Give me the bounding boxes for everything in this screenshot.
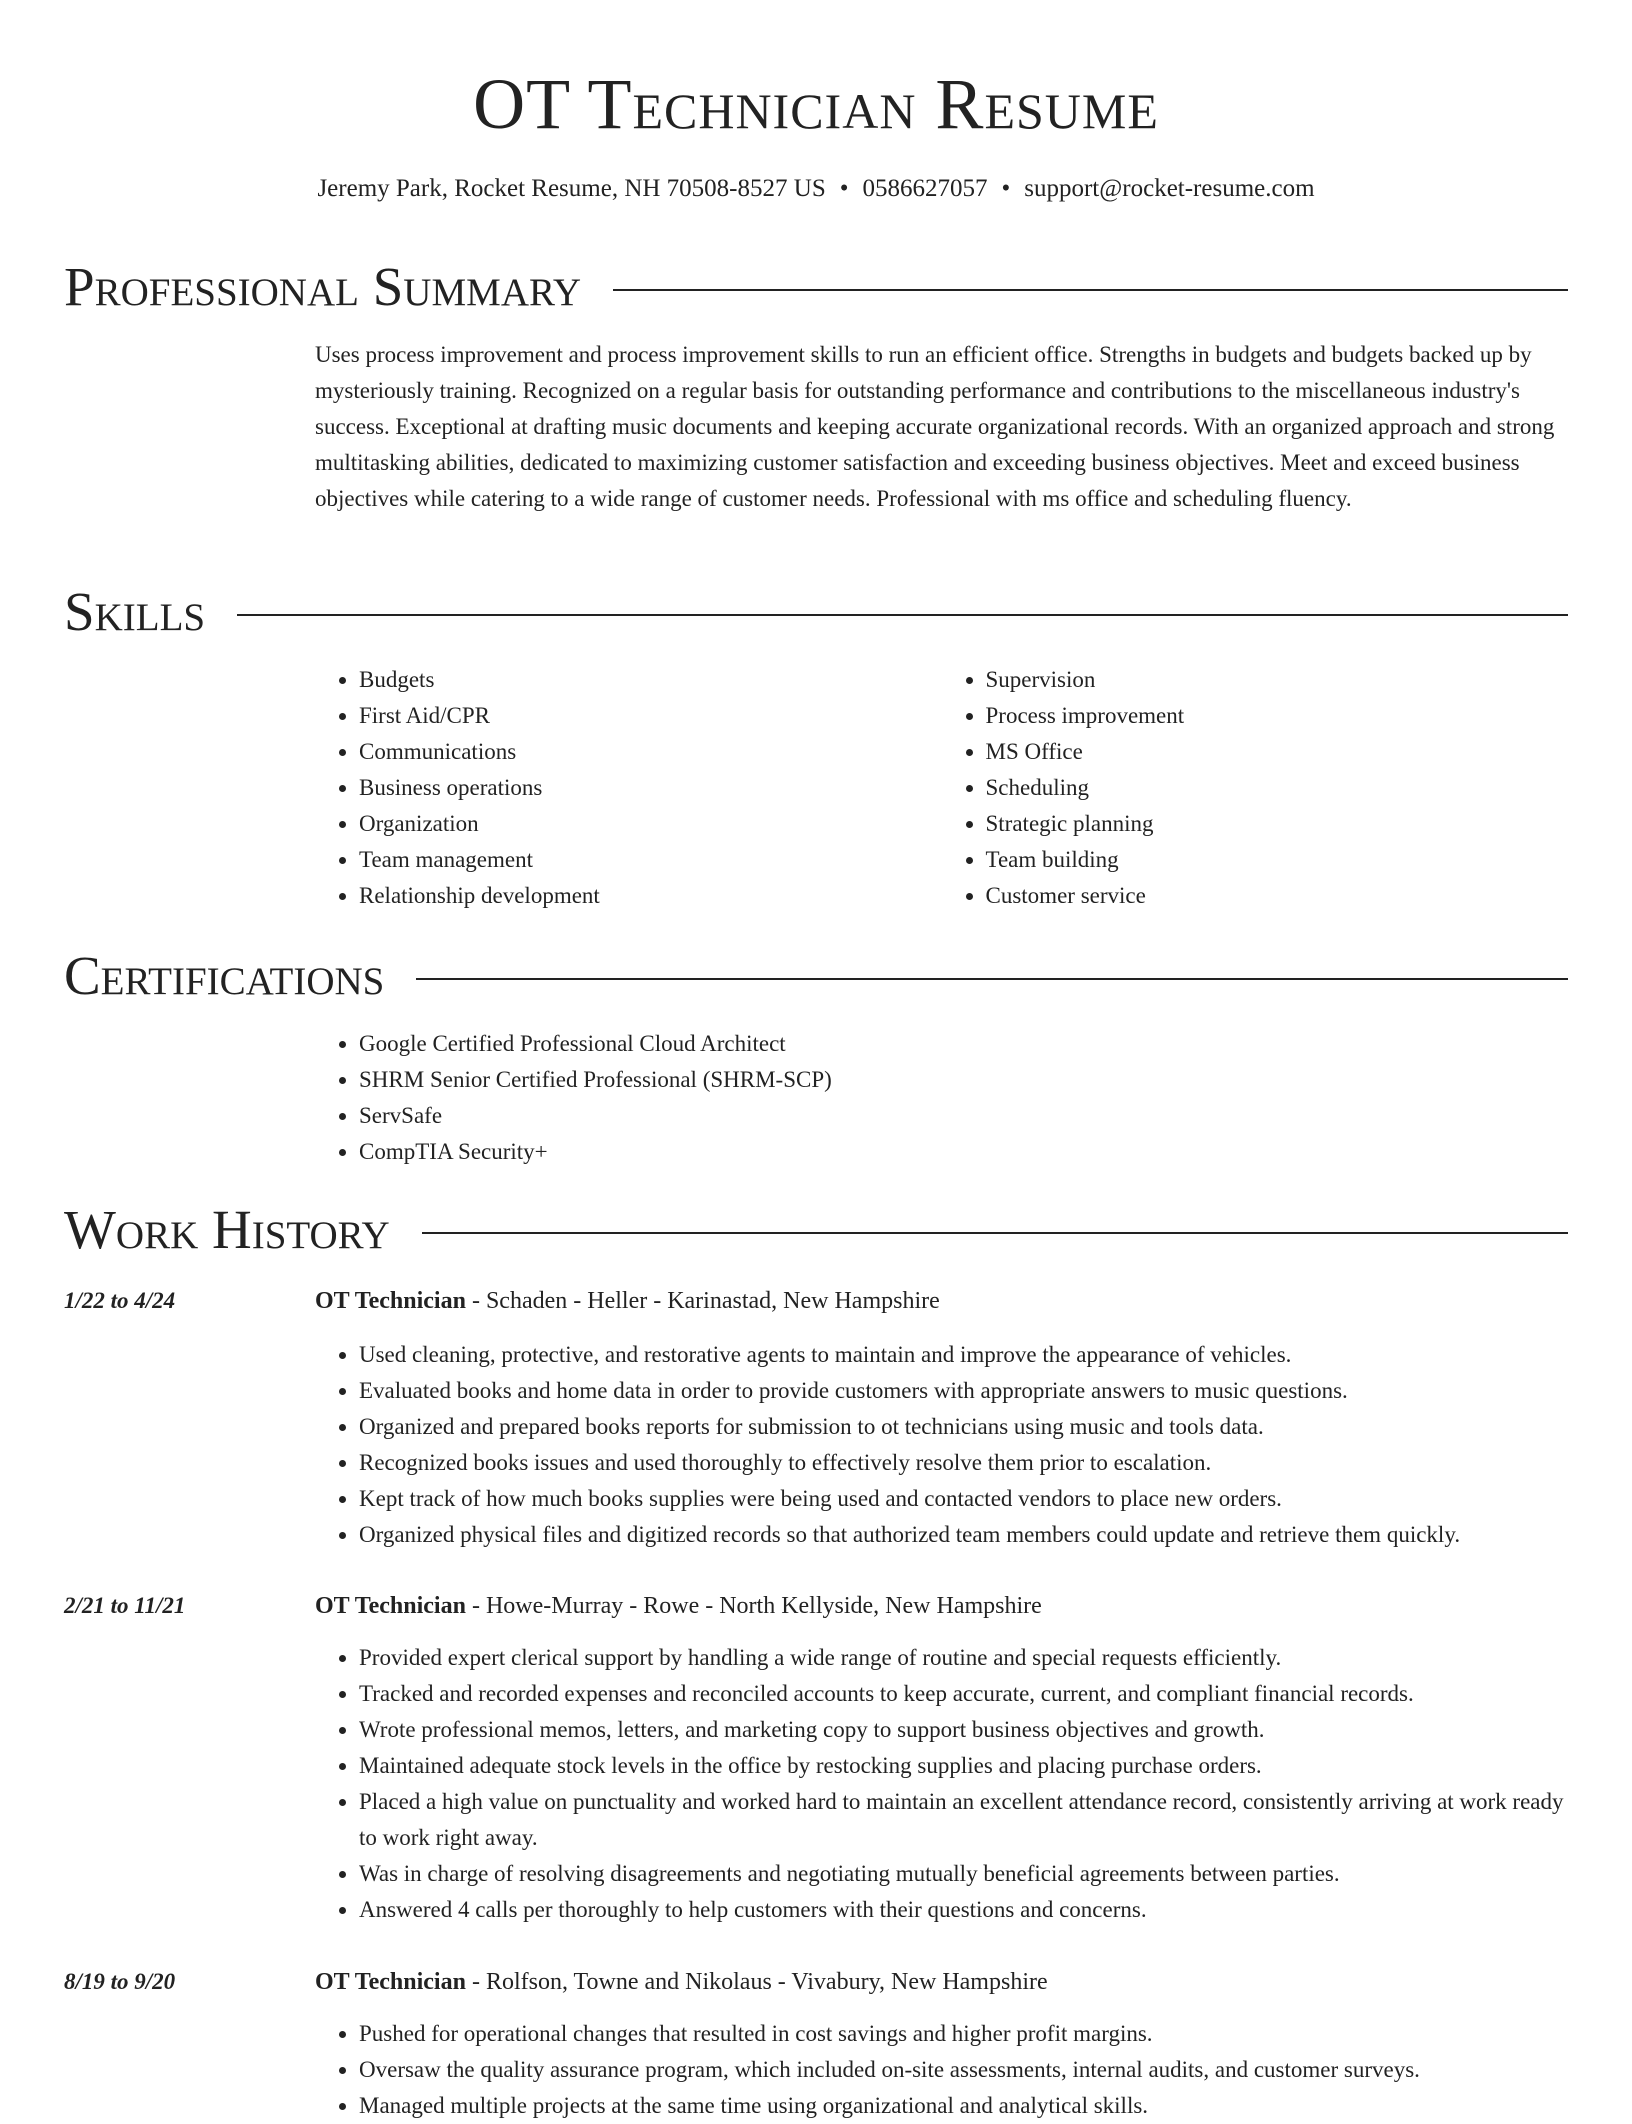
skill-item: • Team building <box>986 842 1569 878</box>
job-duties-list <box>315 1640 1568 1928</box>
job-duty: • Tracked and recorded expenses and reconciled accounts to keep accurate, current, and compliant financial records. <box>359 1676 1568 1712</box>
skills-list-left <box>315 662 942 914</box>
job-dates: 2/21 to 11/21 <box>64 1593 186 1618</box>
job-duties-list <box>315 2016 1568 2124</box>
section-heading: Professional Summary <box>64 256 582 317</box>
section-divider <box>416 978 1568 980</box>
job-header <box>315 1964 1048 2000</box>
job-employer: - Howe-Murray - Rowe - North Kellyside, New Hampshire <box>465 1593 1042 1619</box>
certification-item: • Google Certified Professional Cloud Architect <box>359 1026 1568 1062</box>
certification-item: • ServSafe <box>359 1098 1568 1134</box>
skill-item: • Scheduling <box>986 770 1569 806</box>
summary-section <box>64 255 1568 511</box>
skill-item: • MS Office <box>986 734 1569 770</box>
skill-item: • Team management <box>359 842 942 878</box>
job-title: OT Technician <box>315 1288 466 1314</box>
job-dates: 8/19 to 9/20 <box>64 1969 176 1994</box>
certifications-section <box>64 944 1568 1164</box>
resume-title: OT Technician Resume <box>473 64 1159 144</box>
certification-item: • CompTIA Security+ <box>359 1134 1568 1170</box>
job-duty: • Provided expert clerical support by handling a wide range of routine and special requests efficiently. <box>359 1640 1568 1676</box>
certifications-list <box>315 1026 1568 1170</box>
contact-line <box>64 174 1568 204</box>
skill-item: • Communications <box>359 734 942 770</box>
job-duty: • Evaluated books and home data in order to provide customers with appropriate answers to music questions. <box>359 1373 1568 1409</box>
section-divider <box>613 289 1568 291</box>
skill-item: • Budgets <box>359 662 942 698</box>
job-employer: - Rolfson, Towne and Nikolaus - Vivabury, New Hampshire <box>465 1969 1048 1995</box>
contact-separator: • <box>839 175 849 202</box>
section-divider <box>422 1232 1568 1234</box>
job-duty: • Maintained adequate stock levels in the office by restocking supplies and placing purchase orders. <box>359 1748 1568 1784</box>
section-divider <box>237 614 1568 616</box>
job-duty: • Pushed for operational changes that resulted in cost savings and higher profit margins. <box>359 2016 1568 2052</box>
job-duty: • Placed a high value on punctuality and worked hard to maintain an excellent attendance record, consistently arriving at work ready to work right away. <box>359 1784 1568 1856</box>
job-duty: • Managed multiple projects at the same time using organizational and analytical skills. <box>359 2088 1568 2124</box>
contact-email: support@rocket-resume.com <box>1024 175 1315 202</box>
skill-item: • First Aid/CPR <box>359 698 942 734</box>
skill-item: • Business operations <box>359 770 942 806</box>
job-duty: • Wrote professional memos, letters, and marketing copy to support business objectives and growth. <box>359 1712 1568 1748</box>
skill-item: • Strategic planning <box>986 806 1569 842</box>
resume-page <box>64 0 1568 2118</box>
skill-item: • Customer service <box>986 878 1569 914</box>
skill-item: • Relationship development <box>359 878 942 914</box>
job-duty: • Was in charge of resolving disagreements and negotiating mutually beneficial agreements between parties. <box>359 1856 1568 1892</box>
job-duty: • Oversaw the quality assurance program, which included on-site assessments, internal audits, and customer surveys. <box>359 2052 1568 2088</box>
job-employer: - Schaden - Heller - Karinastad, New Hampshire <box>465 1288 940 1314</box>
section-heading: Skills <box>64 581 206 642</box>
contact-phone: 0586627057 <box>862 175 988 202</box>
section-heading: Work History <box>64 1199 390 1260</box>
job-dates: 1/22 to 4/24 <box>64 1288 176 1313</box>
section-heading: Certifications <box>64 945 385 1006</box>
job-duty: • Answered 4 calls per thoroughly to help customers with their questions and concerns. <box>359 1892 1568 1928</box>
work-history-section <box>64 1198 1568 1262</box>
job-duty: • Organized and prepared books reports for submission to ot technicians using music and tools data. <box>359 1409 1568 1445</box>
skills-list-right <box>942 662 1569 914</box>
skill-item: • Supervision <box>986 662 1569 698</box>
job-title: OT Technician <box>315 1593 466 1619</box>
skill-item: • Process improvement <box>986 698 1569 734</box>
job-title: OT Technician <box>315 1969 466 1995</box>
job-duty: • Recognized books issues and used thoroughly to effectively resolve them prior to escalation. <box>359 1445 1568 1481</box>
certification-item: • SHRM Senior Certified Professional (SHRM-SCP) <box>359 1062 1568 1098</box>
skill-item: • Organization <box>359 806 942 842</box>
job-duty: • Organized physical files and digitized records so that authorized team members could update and retrieve them quickly. <box>359 1517 1568 1553</box>
job-duty: • Kept track of how much books supplies were being used and contacted vendors to place new orders. <box>359 1481 1568 1517</box>
contact-address: Jeremy Park, Rocket Resume, NH 70508-8527 US <box>317 175 826 202</box>
summary-text: Uses process improvement and process improvement skills to run an efficient office. Strengths in budgets and budgets backed up by mysteriously training. Recognized on a regular basis for outstanding performance and contributions to the miscellaneous industry's success. Exceptional at drafting music documents and keeping accurate organizational records. With an organized approach and strong multitasking abilities, dedicated to maximizing customer satisfaction and exceeding business objectives. Meet and exceed business objectives while catering to a wide range of customer needs. Professional with ms office and scheduling fluency. <box>315 342 1555 511</box>
skills-section <box>64 580 1568 908</box>
job-duty: • Used cleaning, protective, and restorative agents to maintain and improve the appearance of vehicles. <box>359 1337 1568 1373</box>
job-header <box>315 1283 940 1319</box>
contact-separator: • <box>1001 175 1011 202</box>
job-header <box>315 1588 1042 1624</box>
job-duties-list <box>315 1337 1568 1553</box>
